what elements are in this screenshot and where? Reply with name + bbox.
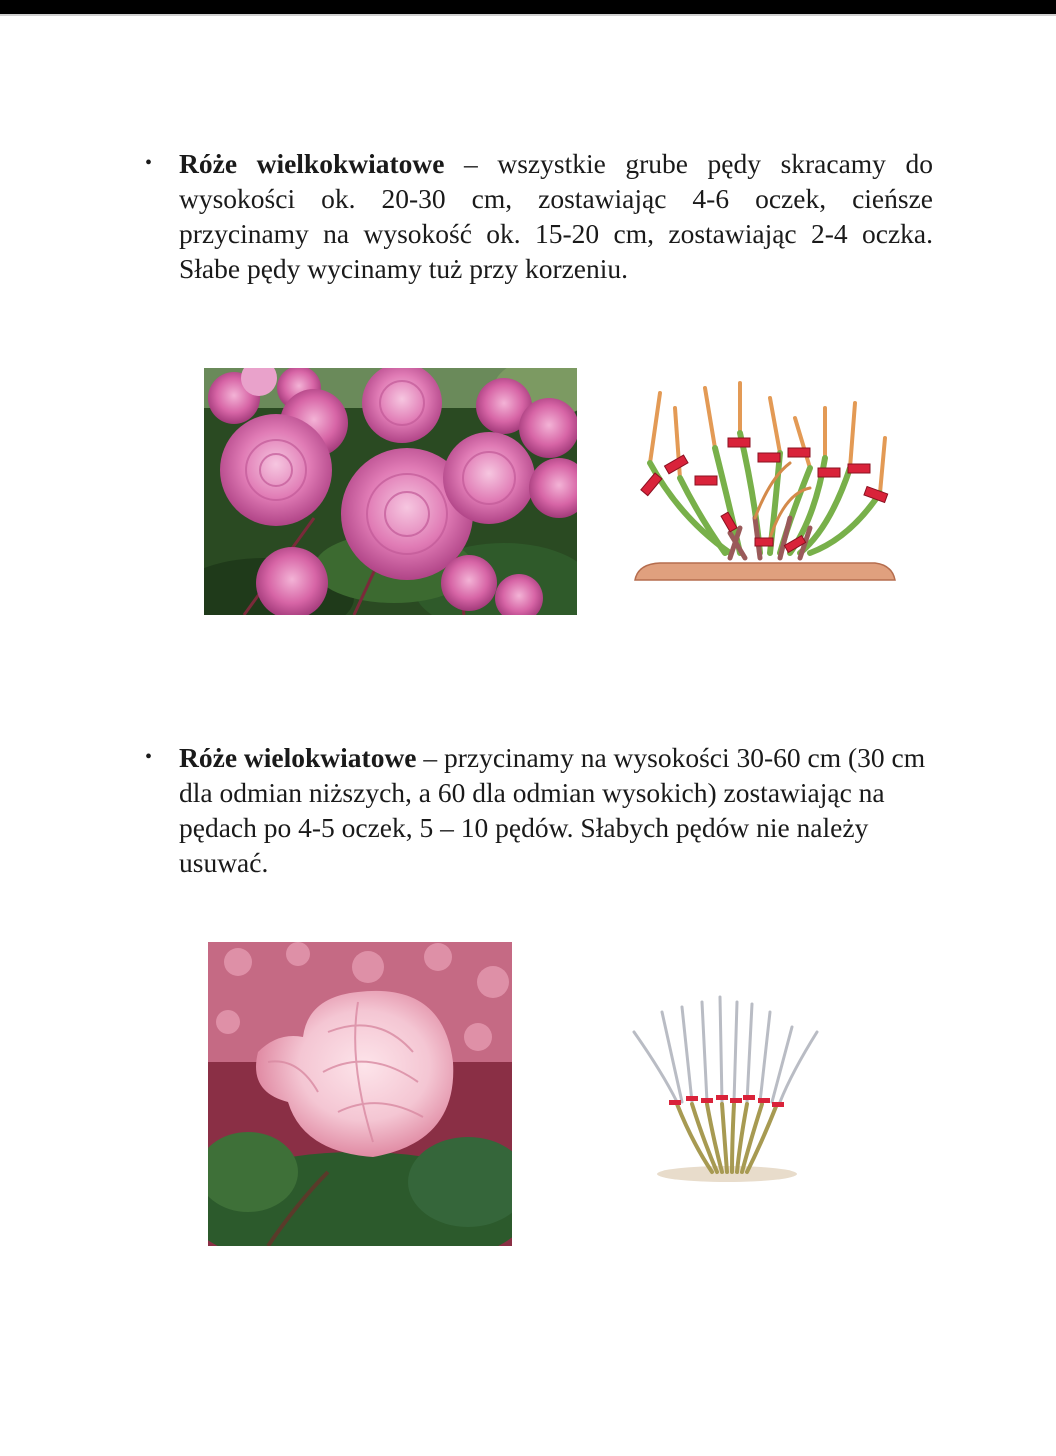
bullet-marker: • (145, 746, 153, 768)
photo-large-flowered-roses (204, 368, 577, 615)
bullet-marker: • (145, 152, 153, 174)
bullet-item-large-flowered (145, 146, 935, 286)
term-description: – przycinamy na wysokości 30-60 cm (30 cm dla odmian niższych, a 60 dla odmian wysokich) zostawiając na pędach po 4-5 oczek, 5 – 10 pędów. Słabych pędów nie należy usuwać. (179, 742, 926, 878)
photo-multi-flowered-rose (208, 942, 512, 1246)
diagram-pruning-multi-flowered (622, 992, 832, 1192)
bullet-paragraph (179, 146, 933, 286)
term-description: – wszystkie grube pędy skracamy do wysokości ok. 20-30 cm, zostawiając 4-6 oczek, cieńsze przycinamy na wysokość ok. 15-20 cm, zostawiając 2-4 oczka. Słabe pędy wycinamy tuż przy korzeniu. (179, 148, 933, 284)
bullet-paragraph (179, 740, 933, 880)
term-title: Róże wielkokwiatowe (179, 148, 445, 179)
term-title: Róże wielokwiatowe (179, 742, 417, 773)
diagram-pruning-large-flowered (620, 368, 920, 600)
top-bar (0, 0, 1056, 16)
bullet-item-multi-flowered (145, 740, 935, 880)
